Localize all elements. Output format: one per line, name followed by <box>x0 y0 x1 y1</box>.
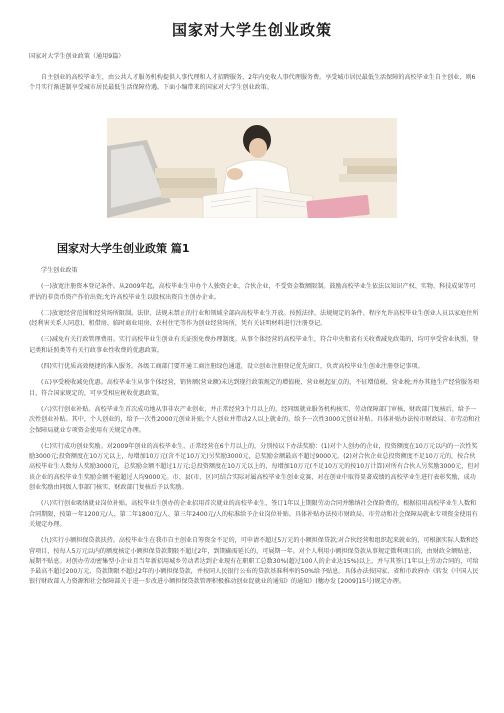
body-paragraph: (四)实行优质高效便捷的准入服务。各级工商部门要开通工商注册绿色通道，设立创业注册登记优先窗口，负责高校毕业生创业注册登记事项。 <box>41 363 424 371</box>
study-scene-illustration <box>107 118 397 218</box>
body-paragraph: (六)实行创业补贴。高校毕业生首次成功地从事非农产业创业，并正常经营3个月以上的，经同级就业服务机构核实、劳动保障部门审核、财政部门复核后，给予一次性创业补贴。其中，个人创业的，给予一次性2000元创业补贴;个人创业并带动2人以上就业的，给予一次性3000元创业补贴。具体补贴办法按市财政局、市劳动和社会保障局就业专项资金使用有关规定办理。 <box>29 405 481 434</box>
body-paragraph: 学生创业政策 <box>41 267 78 274</box>
body-paragraph: (五)享受税收减免优惠。高校毕业生从事个体经营，销售额(营业额)未达到现行政策规定的增值税、营业税起征点的，不征增值税、营业税;并办其他生产经营服务项目，符合国家规定的，可享受相应税收优惠政策。 <box>29 379 480 397</box>
body-paragraph: (二)放宽经营范围和经营场所限制。法律、法规未禁止的行业和领域全部向高校毕业生开放。按照法律、法规规定的条件、程序允许高校毕业生创业人员以家庭住所(经利害关系人同意)、租借房、临时商业用房、农村住宅等作为创业经营场所，凭有关证明材料进行注册登记。 <box>29 309 479 328</box>
document-subtitle: 国家对大学生创业政策（通用9篇） <box>29 53 125 60</box>
section-body <box>29 266 481 594</box>
body-paragraph: (三)减免有关行政管理费用。实行高校毕业生创业有关证照免费办理制度。从事个体经营的高校毕业生，符合申央和省有关收费减免政策的，均可享受营业执照、登记类和证照类等有关行政事业性收费的优惠政策。 <box>29 336 479 354</box>
body-paragraph: (七)实行成功创业奖励。对2009年创业的高校毕业生，正常经营在6个月以上的，分别按以下办法奖励：(1)对个人创办的企业，投资额度在10万元以内的一次性奖励3000元;投资额度在10万元以上，每增加10万元(含不足10万元)另奖励3000元，总奖励金额最高不超过9000元。(2)对合伙企业总投资额度不足10万元的，按合伙高校毕业生人数每人奖励3000元，总奖励金额不超过1万元;总投资额度在10万元以上的，每增加10万元(不足10万元的按10万计算)对所有合伙人另奖励3000元，但对该企业的高校毕业生奖励金额不能超过人均9000元。市、县(市、区)可结合实际对属高校毕业生创业竞赛，对在创业中取得显著成绩的高校毕业生进行表彰奖励，成功创业奖励由同级人事部门核实、财政部门复核后予以奖励。 <box>29 442 480 492</box>
body-paragraph: (八)实行创业吸纳就业岗位补贴。高校毕业生创办的企业招用首次就业的高校毕业生，签订1年以上期限劳动合同并缴纳社会保险费的，根据招用高校毕业生人数和合同期限，按第一年1200元/人、第二年1800元/人、第三年2400元/人的标准给予企业岗位补贴。具体补贴办法按市财政局、市劳动和社会保障局就业专项资金使用有关规定办理。 <box>29 500 478 528</box>
document-title: 国家对大学生创业政策 <box>171 21 332 39</box>
books-right-image <box>339 158 397 182</box>
intro-paragraph: 自主创业的高校毕业生，由公共人才服务机构提供人事代理和人才招聘服务，2年内免收人事代理服务费。享受城市居民最低生活保障的高校毕业生自主创业，则6个月实行渐进制享受城市居民最低生活保障待遇。下面小编带来的国家对大学生创业政策。 <box>29 74 476 92</box>
body-paragraph: (九)实行小额担保贷款扶持。高校毕业生在我市自主创业自筹资金不足的，可申请不超过5万元的小额担保贷款;对合伙经营和组织起来就业的，可根据实际人数和经营项目，按每人5万元以内的额度核定小额担保贷款期限不超过2年，到期确需延长的，可展期一年。对个人利用小额担保贷款从事规定微利项目的，由财政全额贴息，展期不贴息。对创办劳动密集型小企业且当年新招用城乡劳动者达到企业现有在职职工总数30%(超过100人的企业达15%)以上，并与其签订1年以上劳动合同的，可给予最高不超过200万元、贷款期限不超过2年的小额担保贷款，并按同人民银行公布的贷款基准利率的50%给予贴息。具体办法按国家、省和市政府办《转发《中国人民银行财政部人力资源和社会保障部关于进一步改进小额担保贷款管理积极推动创业促就业的通知》的通知》(穗办发 [2009]15号)规定办理。 <box>29 537 479 586</box>
book-stack-image <box>155 168 217 198</box>
section-title: 国家对大学生创业政策 篇1 <box>57 242 190 255</box>
body-paragraph: (一)放宽注册资本登记条件。从2009年起，高校毕业生申办个人独资企业、合伙企业，不受资金数额限制。鼓励高校毕业生依法以知识产权、实物、科技成果等可评估的非货币资产作价出资;允许高校毕业生以股权出资自主创办企业。 <box>29 283 476 301</box>
hero-photo <box>107 118 397 218</box>
